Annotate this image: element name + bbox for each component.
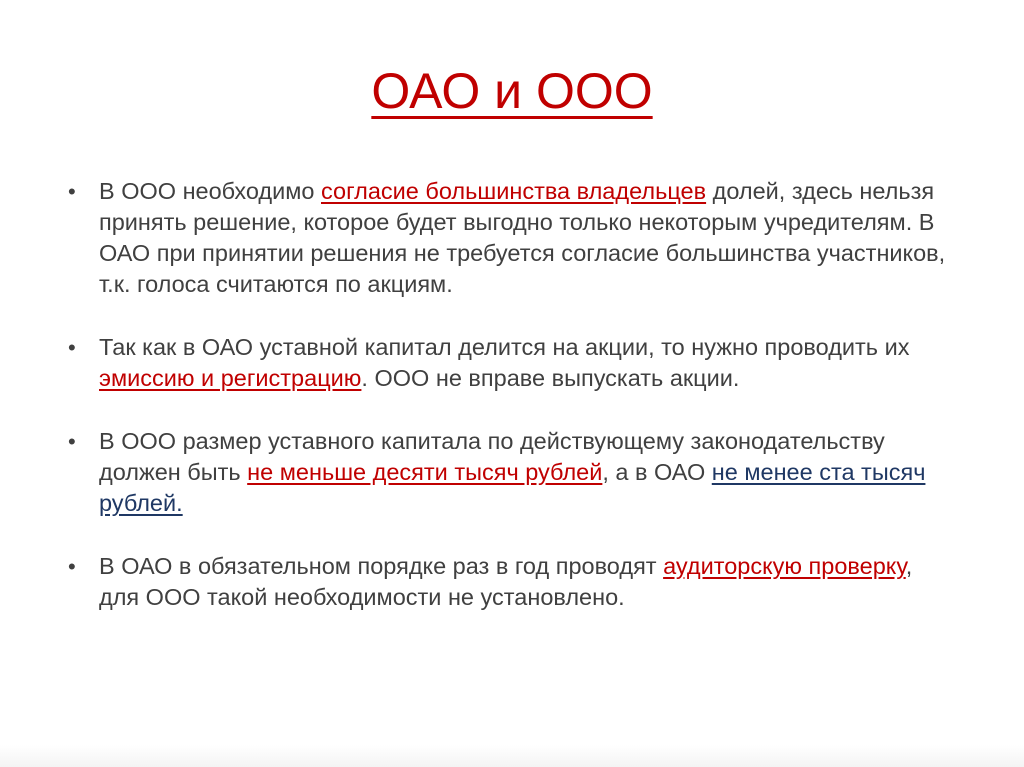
highlight-audit-check: аудиторскую проверку xyxy=(663,553,906,579)
bullet-text-after: , для ООО такой необходимости не установлено. xyxy=(99,553,913,610)
highlight-oao-min-capital: не менее ста тысяч рублей. xyxy=(99,459,926,516)
bullet-list xyxy=(68,176,948,613)
bullet-text-before: Так как в ОАО уставной капитал делится на акции, то нужно проводить их xyxy=(99,334,910,360)
slide-title-text: ОАО и ООО xyxy=(371,63,653,119)
bullet-text-after: долей, здесь нельзя принять решение, которое будет выгодно только некоторым учредителям. В ОАО при принятии решения не требуется согласие большинства участников, т.к. голоса считаются по акциям. xyxy=(99,178,946,297)
bullet-item-ownership-consent xyxy=(68,176,948,300)
bullet-icon: • xyxy=(68,179,76,204)
bullet-text-middle: , а в ОАО xyxy=(602,459,712,485)
bullet-item-share-emission xyxy=(68,332,948,394)
bullet-item-charter-capital xyxy=(68,426,948,519)
bullet-icon: • xyxy=(68,429,76,454)
bullet-text-before: В ОАО в обязательном порядке раз в год проводят xyxy=(99,553,664,579)
highlight-emission-registration: эмиссию и регистрацию xyxy=(99,365,362,391)
bullet-icon: • xyxy=(68,554,76,579)
bullet-text-before: В ООО размер уставного капитала по действующему законодательству должен быть xyxy=(99,428,885,485)
highlight-majority-consent: согласие большинства владельцев xyxy=(321,178,707,204)
bullet-text-after: . ООО не вправе выпускать акции. xyxy=(361,365,740,391)
bullet-icon: • xyxy=(68,335,76,360)
bullet-item-audit xyxy=(68,551,948,613)
bullet-text-before: В ООО необходимо xyxy=(99,178,321,204)
highlight-ooo-min-capital: не меньше десяти тысяч рублей xyxy=(247,459,603,485)
slide-title xyxy=(0,60,1024,123)
